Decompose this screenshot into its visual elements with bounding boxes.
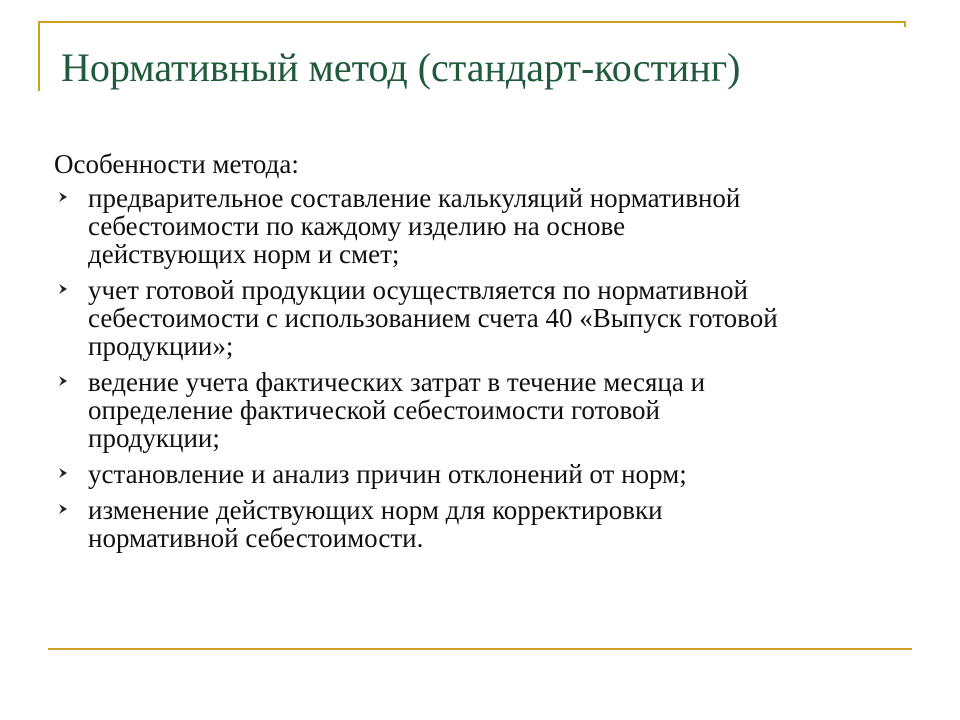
arrowhead-bullet-icon: [56, 276, 74, 304]
bullet-item: [54, 184, 924, 268]
bullet-line: предварительное составление калькуляций нормативной: [88, 183, 741, 213]
arrowhead-bullet-icon: [56, 184, 74, 212]
left-accent-line: [38, 21, 40, 91]
bullet-line: себестоимости с использованием счета 40 «Выпуск готовой: [88, 303, 778, 333]
section-heading: Особенности метода:: [54, 149, 299, 179]
bullet-line: продукции»;: [88, 331, 234, 361]
bullet-line: продукции;: [88, 423, 220, 453]
arrowhead-bullet-icon: [56, 496, 74, 524]
bullet-line: установление и анализ причин отклонений от норм;: [88, 459, 687, 489]
slide-title: Нормативный метод (стандарт-костинг): [61, 45, 741, 90]
bullet-item: [54, 276, 924, 360]
bullet-line: изменение действующих норм для корректировки: [88, 495, 663, 525]
right-accent-tick: [904, 21, 906, 27]
bottom-accent-line: [48, 648, 912, 650]
slide-content: [54, 150, 924, 560]
arrowhead-bullet-icon: [56, 460, 74, 488]
bullet-item: [54, 368, 924, 452]
bullet-line: себестоимости по каждому изделию на основе: [88, 211, 626, 241]
bullet-line: нормативной себестоимости.: [88, 523, 424, 553]
bullet-line: ведение учета фактических затрат в течение месяца и: [88, 367, 706, 397]
bullet-line: учет готовой продукции осуществляется по нормативной: [88, 275, 748, 305]
bullet-item: [54, 460, 924, 488]
bullet-line: действующих норм и смет;: [88, 239, 400, 269]
top-accent-line: [38, 21, 905, 23]
bullet-line: определение фактической себестоимости готовой: [88, 395, 660, 425]
bullet-item: [54, 496, 924, 552]
bullet-list: [54, 184, 924, 552]
arrowhead-bullet-icon: [56, 368, 74, 396]
